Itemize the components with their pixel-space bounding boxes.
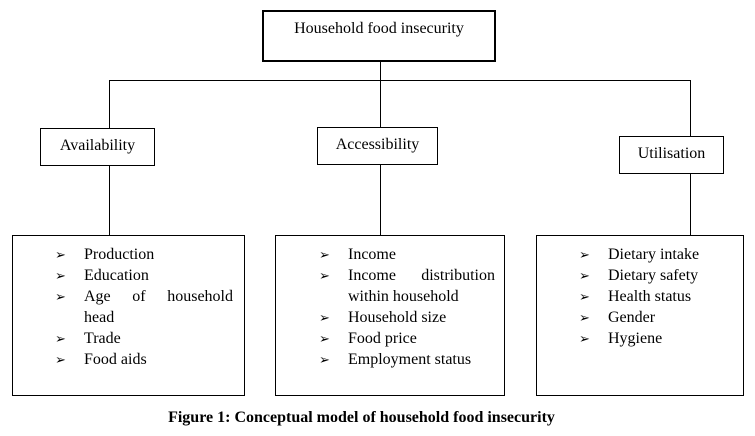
list-item	[319, 307, 495, 328]
list-item-text: Gender	[608, 309, 656, 326]
list-item	[319, 349, 495, 370]
arrowhead-bullet-icon: ➢	[319, 352, 330, 367]
list-item	[319, 265, 495, 307]
list-item	[55, 328, 233, 349]
arrowhead-bullet-icon: ➢	[55, 289, 66, 304]
list-item-text: Food price	[348, 330, 417, 347]
arrowhead-bullet-icon: ➢	[55, 247, 66, 262]
list-item	[55, 244, 233, 265]
utilisation-factors-box	[536, 235, 744, 396]
list-item-text: Income	[348, 246, 396, 263]
root-node-household-food-insecurity	[262, 10, 496, 62]
list-item-text: Trade	[84, 330, 121, 347]
arrowhead-bullet-icon: ➢	[319, 247, 330, 262]
root-node-label: Household food insecurity	[294, 20, 464, 37]
arrowhead-bullet-icon: ➢	[319, 331, 330, 346]
list-item-text: Employment status	[348, 351, 472, 368]
list-item	[55, 265, 233, 286]
arrowhead-bullet-icon: ➢	[579, 289, 590, 304]
arrowhead-bullet-icon: ➢	[579, 268, 590, 283]
category-label-accessibility: Accessibility	[335, 136, 420, 153]
list-item-text: Dietary intake	[608, 246, 700, 263]
availability-factors-list	[55, 244, 233, 370]
arrowhead-bullet-icon: ➢	[579, 247, 590, 262]
utilisation-factors-list	[579, 244, 729, 349]
arrowhead-bullet-icon: ➢	[55, 352, 66, 367]
list-item-text-continuation: head	[84, 309, 115, 326]
arrowhead-bullet-icon: ➢	[319, 310, 330, 325]
arrowhead-bullet-icon: ➢	[579, 331, 590, 346]
list-item-text: Household size	[348, 309, 447, 326]
list-item	[319, 328, 495, 349]
list-item-text: Income distribution	[348, 267, 495, 284]
accessibility-factors-box	[275, 235, 505, 396]
availability-factors-box	[12, 235, 245, 396]
category-node-utilisation	[619, 136, 724, 174]
list-item	[579, 244, 729, 265]
category-node-accessibility	[317, 127, 438, 165]
accessibility-factors-list	[319, 244, 495, 370]
list-item-text: Dietary safety	[608, 267, 699, 284]
list-item-text: Hygiene	[608, 330, 663, 347]
list-item-text: Food aids	[84, 351, 147, 368]
list-item	[579, 328, 729, 349]
figure-caption: Figure 1: Conceptual model of household food insecurity	[168, 409, 555, 426]
list-item	[55, 349, 233, 370]
list-item-text: Production	[84, 246, 155, 263]
list-item	[55, 286, 233, 328]
list-item	[579, 286, 729, 307]
category-node-availability	[40, 128, 155, 166]
list-item	[579, 307, 729, 328]
arrowhead-bullet-icon: ➢	[55, 331, 66, 346]
list-item-text: Age of household	[84, 288, 233, 305]
list-item-text: Health status	[608, 288, 692, 305]
list-item	[579, 265, 729, 286]
category-label-utilisation: Utilisation	[637, 145, 706, 162]
list-item-text-continuation: within household	[348, 288, 459, 305]
arrowhead-bullet-icon: ➢	[319, 268, 330, 283]
arrowhead-bullet-icon: ➢	[579, 310, 590, 325]
category-label-availability: Availability	[59, 137, 136, 154]
arrowhead-bullet-icon: ➢	[55, 268, 66, 283]
list-item	[319, 244, 495, 265]
list-item-text: Education	[84, 267, 149, 284]
